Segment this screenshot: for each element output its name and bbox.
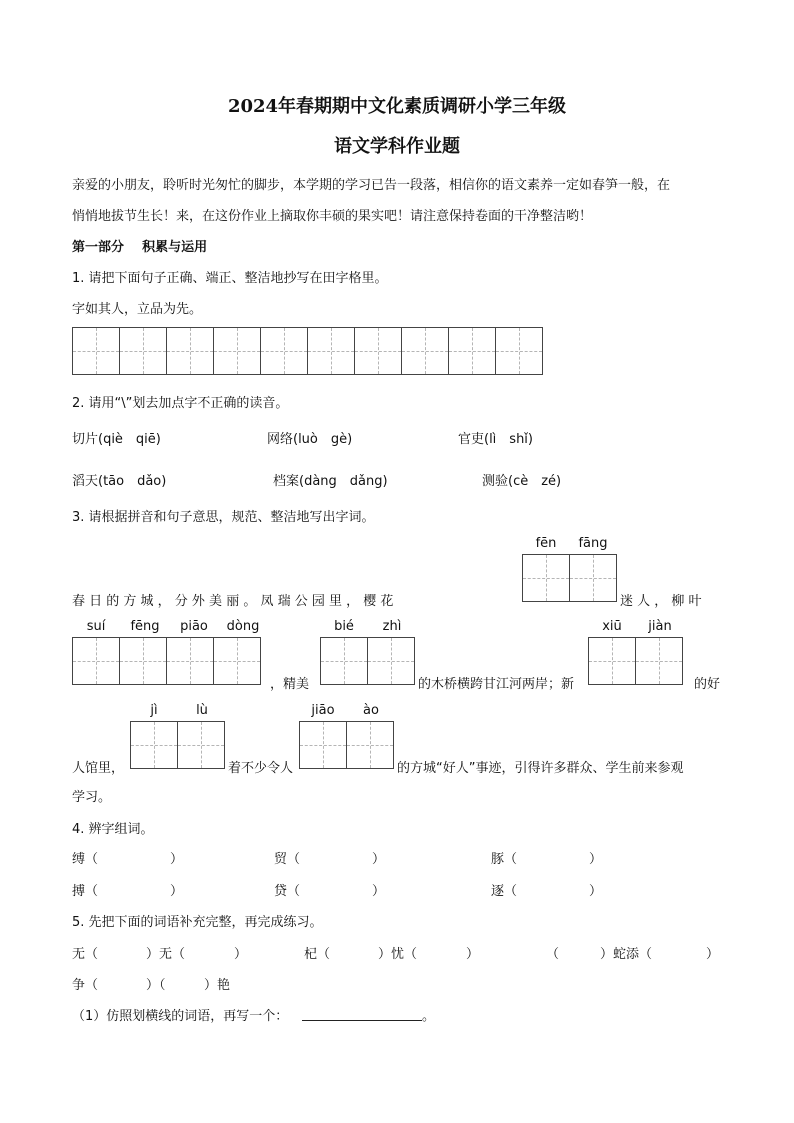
q5-part: ）	[234, 947, 248, 962]
q4-item-close: ）	[372, 852, 386, 867]
q3-prompt: 3. 请根据拼音和句子意思，规范、整洁地写出字词。	[72, 510, 375, 525]
grid-cell[interactable]	[166, 327, 214, 375]
grid-cell[interactable]	[320, 637, 368, 685]
answer-blank[interactable]	[302, 1020, 422, 1021]
q3-line-2-a: ，精美	[270, 677, 310, 692]
q5-part: ）	[466, 947, 480, 962]
q4-item-close: ）	[372, 884, 386, 899]
intro-line-2: 悄悄地拔节生长！来，在这份作业上摘取你丰硕的果实吧！请注意保持卷面的干净整洁哟！	[72, 209, 593, 224]
grid-cell[interactable]	[166, 637, 214, 685]
grid-cell[interactable]	[213, 637, 261, 685]
q5-part: ）忧（	[378, 947, 418, 962]
intro-line-1: 亲爱的小朋友，聆听时光匆忙的脚步，本学期的学习已告一段落，相信你的语文素养一定如春笋一般，在	[72, 178, 671, 193]
q5-sub1: （1）仿照划横线的词语，再写一个：	[72, 1009, 289, 1024]
q4-item-close: ）	[589, 884, 603, 899]
q5-part: 争（	[72, 978, 99, 993]
grid-cell[interactable]	[495, 327, 543, 375]
q3-grid-jilu[interactable]	[130, 721, 225, 769]
q3-line-3-b: 着不少令人	[228, 761, 294, 776]
grid-cell[interactable]	[260, 327, 308, 375]
q5-part: ）（	[146, 978, 166, 993]
q4-item-open: 逐（	[491, 884, 518, 899]
pinyin: zhì	[382, 619, 402, 634]
pinyin: ào	[363, 703, 379, 718]
q4-item-open: 缚（	[72, 852, 99, 867]
pinyin: lù	[196, 703, 208, 718]
grid-cell[interactable]	[448, 327, 496, 375]
q3-grid-suifengpiaodong[interactable]	[72, 637, 261, 685]
q3-grid-xiujian[interactable]	[588, 637, 683, 685]
q4-item-close: ）	[589, 852, 603, 867]
q2-item[interactable]: 测验(cè zé)	[482, 474, 562, 489]
grid-cell[interactable]	[119, 637, 167, 685]
pinyin: fēng	[130, 619, 160, 634]
q4-item-close: ）	[170, 884, 184, 899]
grid-cell[interactable]	[119, 327, 167, 375]
q2-item[interactable]: 官吏(lì shǐ)	[458, 432, 533, 447]
q5-part: ）艳	[204, 978, 231, 993]
grid-cell[interactable]	[72, 327, 120, 375]
grid-cell[interactable]	[367, 637, 415, 685]
grid-cell[interactable]	[354, 327, 402, 375]
q2-prompt: 2. 请用“\”划去加点字不正确的读音。	[72, 396, 289, 411]
grid-cell[interactable]	[346, 721, 394, 769]
q1-writing-grid[interactable]	[72, 327, 543, 375]
grid-cell[interactable]	[588, 637, 636, 685]
part-heading: 第一部分 积累与运用	[72, 240, 208, 255]
q3-grid-fenfang[interactable]	[522, 554, 617, 602]
pinyin: xiū	[602, 619, 622, 634]
grid-cell[interactable]	[401, 327, 449, 375]
q2-item[interactable]: 滔天(tāo dǎo)	[72, 474, 167, 489]
q4-item-open: 搏（	[72, 884, 99, 899]
q4-item-open: 贷（	[274, 884, 301, 899]
q5-prompt: 5. 先把下面的词语补充完整，再完成练习。	[72, 915, 323, 930]
grid-cell[interactable]	[307, 327, 355, 375]
q3-line-2-c: 的好	[694, 677, 721, 692]
q3-grid-biezhi[interactable]	[320, 637, 415, 685]
q1-prompt: 1. 请把下面句子正确、端正、整洁地抄写在田字格里。	[72, 271, 388, 286]
q2-item[interactable]: 网络(luò gè)	[267, 432, 353, 447]
pinyin: jiāo	[311, 703, 335, 718]
q3-line-2-b: 的木桥横跨甘江河两岸；新	[418, 677, 575, 692]
q4-item-close: ）	[170, 852, 184, 867]
q5-part: 杞（	[304, 947, 331, 962]
q3-line-4: 学习。	[72, 790, 112, 805]
q5-part: ）蛇添（	[600, 947, 653, 962]
q5-sub1-end: 。	[422, 1009, 436, 1024]
grid-cell[interactable]	[213, 327, 261, 375]
q5-part: （	[546, 947, 560, 962]
grid-cell[interactable]	[72, 637, 120, 685]
q4-prompt: 4. 辨字组词。	[72, 822, 154, 837]
q3-line-1: 春 日 的 方 城 ， 分 外 美 丽 。 凤 瑞 公 园 里 ， 樱 花	[72, 594, 394, 609]
pinyin: jiàn	[648, 619, 672, 634]
grid-cell[interactable]	[522, 554, 570, 602]
q3-grid-jiaoao[interactable]	[299, 721, 394, 769]
page-title: 2024年春期期中文化素质调研小学三年级	[227, 96, 567, 117]
pinyin: fēn	[535, 536, 557, 551]
grid-cell[interactable]	[299, 721, 347, 769]
pinyin: fāng	[578, 536, 608, 551]
pinyin: suí	[86, 619, 106, 634]
q1-sentence: 字如其人，立品为先。	[72, 302, 203, 317]
q3-line-3-c: 的方城“好人”事迹，引得许多群众、学生前来参观	[397, 761, 684, 776]
grid-cell[interactable]	[130, 721, 178, 769]
grid-cell[interactable]	[635, 637, 683, 685]
pinyin: dòng	[226, 619, 260, 634]
q4-item-open: 豚（	[491, 852, 518, 867]
q5-part: ）无（	[146, 947, 186, 962]
q5-part: ）	[706, 947, 720, 962]
q4-item-open: 贸（	[274, 852, 301, 867]
q3-line-3-a: 人馆里，	[72, 761, 125, 776]
grid-cell[interactable]	[569, 554, 617, 602]
pinyin: jì	[150, 703, 158, 718]
q3-line-1-after: 迷 人 ， 柳 叶	[620, 594, 702, 609]
grid-cell[interactable]	[177, 721, 225, 769]
q2-item[interactable]: 切片(qiè qiē)	[72, 432, 161, 447]
pinyin: bié	[334, 619, 354, 634]
q2-item[interactable]: 档案(dàng dǎng)	[273, 474, 388, 489]
q5-part: 无（	[72, 947, 99, 962]
pinyin: piāo	[180, 619, 208, 634]
page-subtitle: 语文学科作业题	[334, 136, 460, 157]
